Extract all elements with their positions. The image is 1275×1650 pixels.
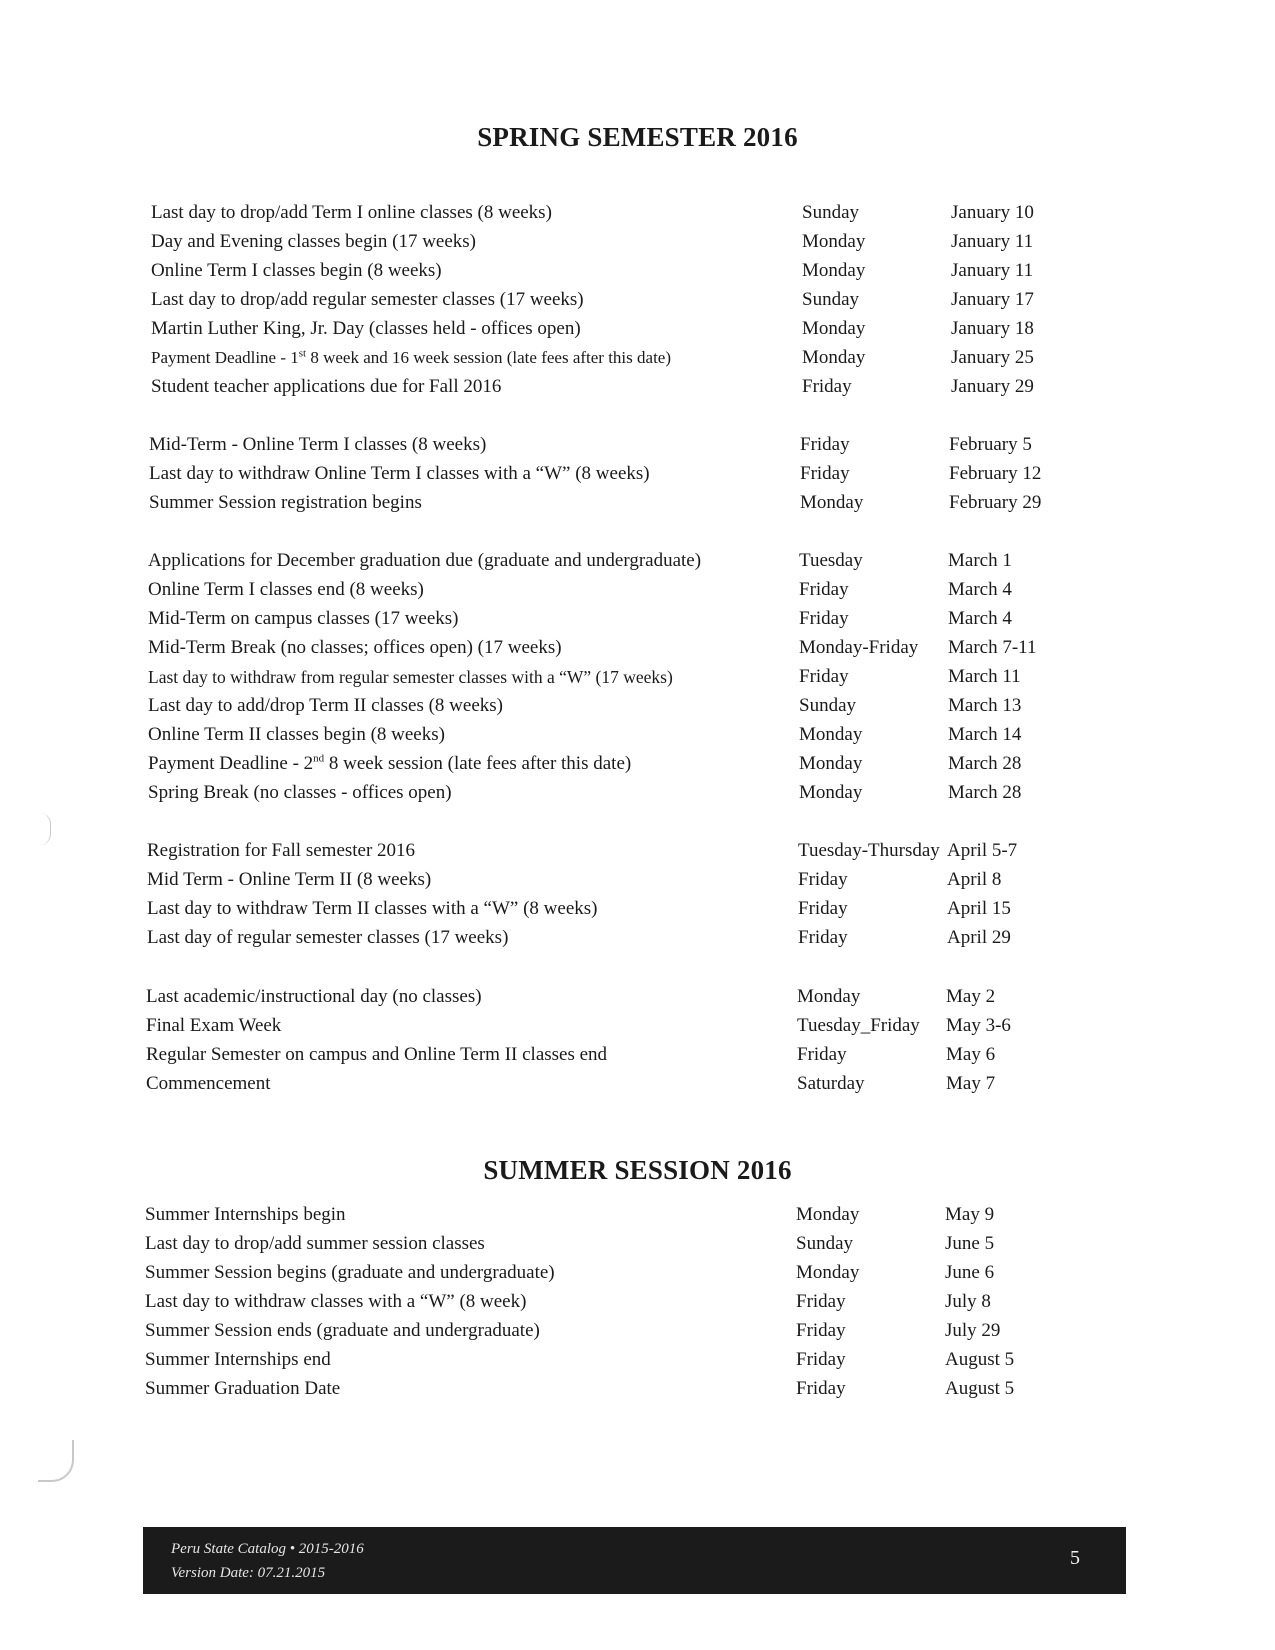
event-date: March 28 (948, 782, 1022, 803)
event-day: Monday (802, 318, 866, 339)
event-description: Registration for Fall semester 2016 (147, 840, 416, 861)
event-day: Monday (796, 1204, 860, 1225)
event-day: Tuesday (799, 550, 863, 571)
desc-prefix: Payment Deadline - 2 (148, 753, 314, 774)
event-date: March 1 (948, 550, 1012, 571)
event-description: Mid-Term on campus classes (17 weeks) (148, 608, 459, 629)
event-date: April 5-7 (947, 840, 1018, 861)
event-date: January 18 (951, 318, 1034, 339)
event-day: Sunday (799, 695, 856, 716)
event-date: August 5 (945, 1378, 1015, 1399)
event-description: Last day to drop/add Term I online classes (8 weeks) (151, 202, 552, 223)
event-date: March 14 (948, 724, 1022, 745)
event-day: Sunday (802, 289, 859, 310)
event-day: Friday (797, 1044, 847, 1065)
spring-semester-title: SPRING SEMESTER 2016 (477, 122, 798, 152)
event-description: Summer Internships end (145, 1349, 331, 1370)
event-date: March 11 (948, 666, 1021, 687)
event-date: June 5 (945, 1233, 995, 1254)
event-description: Last day to drop/add summer session classes (145, 1233, 485, 1254)
event-date: March 13 (948, 695, 1022, 716)
ordinal-suffix: nd (313, 752, 325, 765)
event-date: April 15 (947, 898, 1011, 919)
desc-suffix: 8 week and 16 week session (late fees after this date) (306, 348, 671, 367)
event-date: January 25 (951, 347, 1034, 368)
event-description: Last day to withdraw from regular semester classes with a “W” (17 weeks) (148, 667, 673, 687)
desc-prefix: Payment Deadline - 1 (151, 348, 299, 367)
event-date: May 9 (945, 1204, 995, 1225)
event-day: Monday (802, 347, 866, 368)
event-day: Tuesday-Thursday (798, 840, 940, 861)
event-description: Final Exam Week (146, 1015, 282, 1036)
event-description: Summer Session begins (graduate and undergraduate) (145, 1262, 555, 1283)
event-description: Applications for December graduation due (graduate and undergraduate) (148, 550, 702, 571)
event-description: Day and Evening classes begin (17 weeks) (151, 231, 477, 252)
event-date: February 12 (949, 463, 1042, 484)
event-date: April 8 (947, 869, 1002, 890)
event-day: Monday (800, 492, 864, 513)
event-day: Sunday (796, 1233, 853, 1254)
event-description: Spring Break (no classes - offices open) (148, 782, 452, 803)
event-day: Friday (799, 666, 849, 687)
ordinal-suffix: st (298, 347, 307, 360)
event-day: Friday (800, 434, 850, 455)
event-day: Friday (796, 1378, 846, 1399)
event-date: August 5 (945, 1349, 1015, 1370)
event-day: Friday (796, 1349, 846, 1370)
event-day: Friday (800, 463, 850, 484)
event-date: February 29 (949, 492, 1042, 513)
event-date: July 8 (945, 1291, 991, 1312)
event-day: Friday (799, 608, 849, 629)
event-day: Monday (796, 1262, 860, 1283)
event-day: Monday (802, 260, 866, 281)
event-description: Last day to withdraw Online Term I classes with a “W” (8 weeks) (149, 463, 650, 484)
event-date: January 11 (951, 260, 1034, 281)
event-day: Friday (799, 579, 849, 600)
event-day: Monday-Friday (799, 637, 919, 658)
event-date: June 6 (945, 1262, 995, 1283)
event-day: Monday (797, 986, 861, 1007)
event-date: May 6 (946, 1044, 996, 1065)
event-description: Martin Luther King, Jr. Day (classes held - offices open) (151, 318, 581, 339)
event-day: Friday (796, 1320, 846, 1341)
event-description: Mid Term - Online Term II (8 weeks) (147, 869, 432, 890)
event-day: Friday (798, 869, 848, 890)
event-description: Commencement (146, 1073, 271, 1094)
event-date: May 2 (946, 986, 996, 1007)
event-date: April 29 (947, 927, 1011, 948)
event-description: Online Term I classes end (8 weeks) (148, 579, 424, 600)
event-description: Mid-Term Break (no classes; offices open) (17 weeks) (148, 637, 562, 658)
event-date: January 29 (951, 376, 1034, 397)
event-day: Sunday (802, 202, 859, 223)
event-day: Friday (802, 376, 852, 397)
event-day: Monday (799, 753, 863, 774)
event-day: Friday (798, 898, 848, 919)
event-date: March 28 (948, 753, 1022, 774)
event-date: January 10 (951, 202, 1034, 223)
event-date: July 29 (945, 1320, 1001, 1341)
event-day: Friday (798, 927, 848, 948)
event-day: Friday (796, 1291, 846, 1312)
event-description: Last day to withdraw classes with a “W” (8 week) (145, 1291, 527, 1312)
event-date: May 7 (946, 1073, 996, 1094)
event-description: Summer Graduation Date (145, 1378, 341, 1399)
event-description: Summer Internships begin (145, 1204, 346, 1225)
event-date: January 17 (951, 289, 1034, 310)
footer-bar (143, 1527, 1126, 1594)
summer-session-title: SUMMER SESSION 2016 (483, 1155, 792, 1185)
event-date: May 3-6 (946, 1015, 1011, 1036)
event-date: March 7-11 (948, 637, 1037, 658)
catalog-title: Peru State Catalog • 2015-2016 (171, 1541, 364, 1557)
version-date: Version Date: 07.21.2015 (171, 1565, 326, 1581)
event-date: January 11 (951, 231, 1034, 252)
event-day: Saturday (797, 1073, 865, 1094)
event-day: Monday (802, 231, 866, 252)
event-description: Mid-Term - Online Term I classes (8 weeks) (149, 434, 487, 455)
event-day: Tuesday_Friday (797, 1015, 920, 1036)
event-description: Last day to withdraw Term II classes with a “W” (8 weeks) (147, 898, 598, 919)
event-date: March 4 (948, 608, 1012, 629)
event-description: Regular Semester on campus and Online Term II classes end (146, 1044, 608, 1065)
page-number: 5 (1070, 1547, 1080, 1569)
event-date: March 4 (948, 579, 1012, 600)
event-description: Online Term I classes begin (8 weeks) (151, 260, 442, 281)
event-date: February 5 (949, 434, 1032, 455)
event-description: Last day to add/drop Term II classes (8 weeks) (148, 695, 503, 716)
event-description: Last academic/instructional day (no classes) (146, 986, 482, 1007)
event-description: Online Term II classes begin (8 weeks) (148, 724, 445, 745)
event-description: Summer Session registration begins (149, 492, 422, 513)
event-description: Last day of regular semester classes (17 weeks) (147, 927, 509, 948)
event-description: Student teacher applications due for Fall 2016 (151, 376, 502, 397)
event-description: Summer Session ends (graduate and undergraduate) (145, 1320, 540, 1341)
event-day: Monday (799, 782, 863, 803)
desc-suffix: 8 week session (late fees after this date) (324, 753, 632, 774)
event-day: Monday (799, 724, 863, 745)
event-description: Last day to drop/add regular semester classes (17 weeks) (151, 289, 584, 310)
